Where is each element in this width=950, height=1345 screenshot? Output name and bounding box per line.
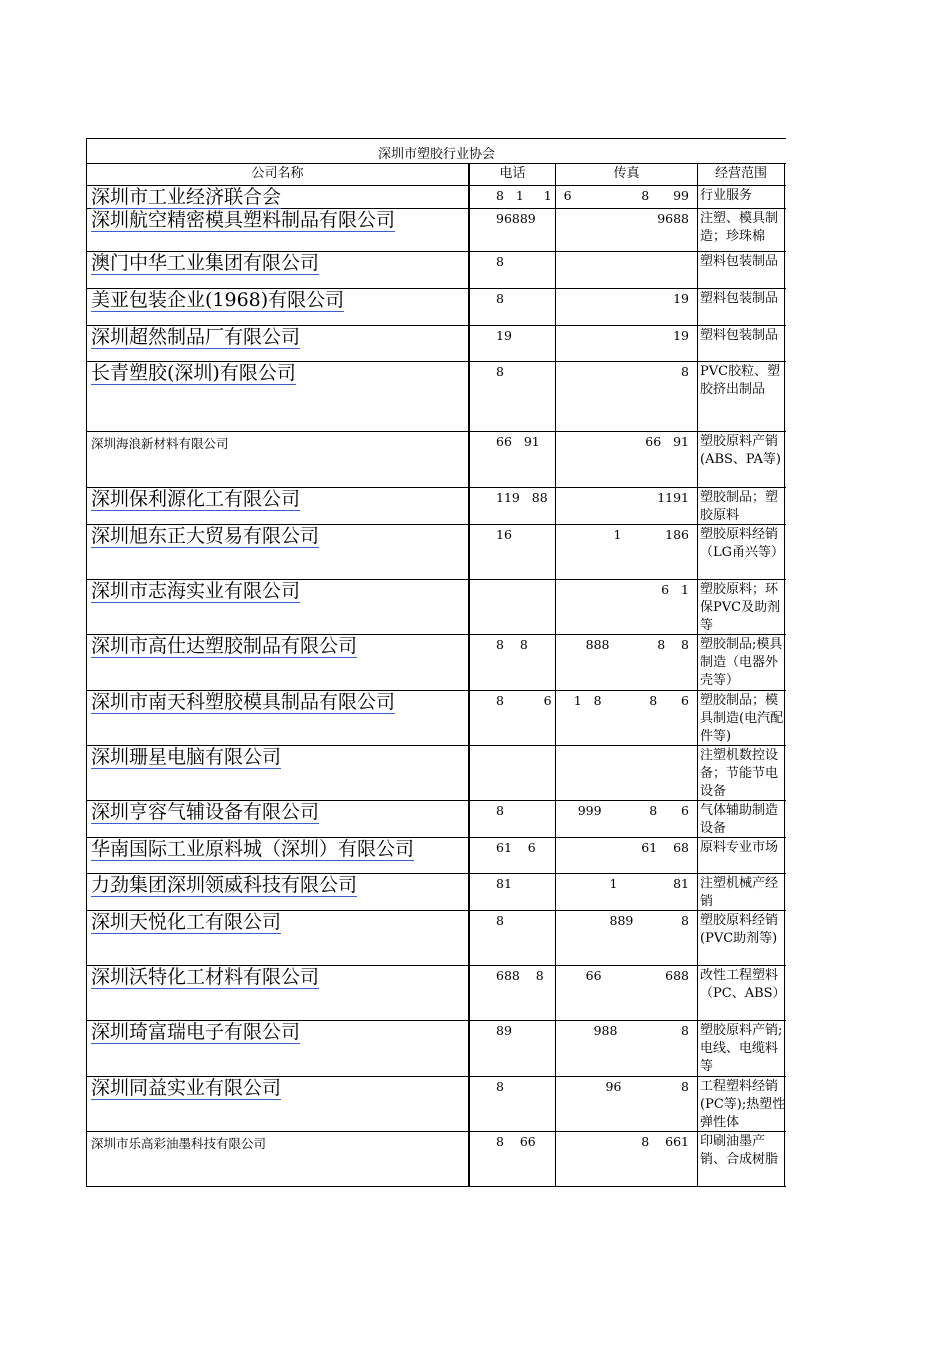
business-scope: 塑胶制品;模具制造（电器外壳等） xyxy=(700,637,783,688)
business-scope: 改性工程塑料（PC、ABS） xyxy=(700,968,786,1001)
tel-cell xyxy=(470,691,556,745)
business-scope: 注塑、模具制造；珍珠棉 xyxy=(700,211,779,244)
business-cell xyxy=(698,289,785,325)
company-name-link: 深圳海浪新材料有限公司 xyxy=(91,436,229,451)
tel-cell xyxy=(470,252,556,288)
table-row xyxy=(86,691,786,746)
business-scope: 工程塑料经销(PC等);热塑性弹性体 xyxy=(700,1079,786,1130)
business-scope: 气体辅助制造设备 xyxy=(700,803,779,836)
fax-cell xyxy=(556,746,698,800)
fax-value: 6 1 xyxy=(661,582,689,597)
business-cell xyxy=(698,186,785,208)
company-name-cell xyxy=(86,691,470,745)
tel-cell xyxy=(470,1021,556,1076)
tel-value: 8 8 xyxy=(496,637,528,652)
business-cell xyxy=(698,1021,785,1076)
business-scope: 塑料包装制品 xyxy=(700,291,779,306)
business-cell xyxy=(698,252,785,288)
fax-value: 19 xyxy=(673,328,689,343)
company-name-cell xyxy=(86,838,470,873)
company-name-link[interactable]: 深圳市志海实业有限公司 xyxy=(91,580,301,602)
tel-value: 89 xyxy=(496,1023,512,1038)
table-row xyxy=(86,838,786,874)
fax-cell xyxy=(556,635,698,690)
tel-value: 16 xyxy=(496,527,512,542)
company-name-cell xyxy=(86,874,470,910)
fax-cell xyxy=(556,209,698,251)
business-cell xyxy=(698,801,785,837)
business-scope: 塑胶原料；环保PVC及助剂等 xyxy=(700,582,781,633)
company-name-link[interactable]: 深圳市南天科塑胶模具制品有限公司 xyxy=(91,691,396,713)
fax-value: 889 8 xyxy=(609,913,689,928)
tel-cell xyxy=(470,362,556,431)
fax-value: 66 91 xyxy=(645,434,689,449)
company-name-cell xyxy=(86,1021,470,1076)
business-scope: 塑胶原料产销(ABS、PA等) xyxy=(700,434,781,467)
business-scope: 塑料包装制品 xyxy=(700,254,779,269)
tel-cell xyxy=(470,525,556,579)
business-cell xyxy=(698,488,785,524)
company-name-cell xyxy=(86,289,470,325)
tel-cell xyxy=(470,838,556,873)
company-name-link[interactable]: 深圳旭东正大贸易有限公司 xyxy=(91,525,320,547)
fax-cell xyxy=(556,874,698,910)
company-name-link[interactable]: 深圳沃特化工材料有限公司 xyxy=(91,966,320,988)
tel-cell xyxy=(470,289,556,325)
tel-value: 66 91 xyxy=(496,434,540,449)
tel-cell xyxy=(470,186,572,208)
fax-cell xyxy=(556,525,698,579)
fax-value: 988 8 xyxy=(593,1023,689,1038)
fax-cell xyxy=(556,1132,698,1186)
fax-value: 1 8 8 6 xyxy=(573,693,689,708)
table-row xyxy=(86,525,786,580)
fax-cell xyxy=(556,966,698,1020)
company-name-link[interactable]: 深圳同益实业有限公司 xyxy=(91,1077,282,1099)
tel-cell xyxy=(470,580,556,634)
fax-cell xyxy=(556,801,698,837)
tel-cell xyxy=(470,488,556,524)
business-scope: 原料专业市场 xyxy=(700,840,779,855)
business-cell xyxy=(698,635,785,690)
company-name-cell xyxy=(86,635,470,690)
tel-cell xyxy=(470,874,556,910)
tel-cell xyxy=(470,1077,556,1131)
table-row xyxy=(86,289,786,326)
business-cell xyxy=(698,209,785,251)
table-row xyxy=(86,209,786,252)
fax-cell xyxy=(556,432,698,487)
business-cell xyxy=(698,362,785,431)
company-name-link: 深圳市乐高彩油墨科技有限公司 xyxy=(91,1136,267,1151)
table-title-row xyxy=(86,138,786,164)
table-row xyxy=(86,966,786,1021)
tel-value: 8 xyxy=(496,1079,504,1094)
business-cell xyxy=(698,874,785,910)
business-scope: 塑胶制品；塑胶原料 xyxy=(700,490,779,523)
fax-value: 1 186 xyxy=(613,527,689,542)
business-scope: PVC胶粒、塑胶挤出制品 xyxy=(700,364,781,397)
business-scope: 注塑机数控设备；节能节电设备 xyxy=(700,748,779,799)
fax-value: 1 81 xyxy=(609,876,689,891)
tel-value: 8 xyxy=(496,291,504,306)
business-cell xyxy=(698,1132,785,1186)
table-row xyxy=(86,252,786,289)
fax-cell xyxy=(556,488,698,524)
tel-value: 8 xyxy=(496,803,504,818)
business-cell xyxy=(698,432,785,487)
company-name-cell xyxy=(86,966,470,1020)
fax-value: 96 8 xyxy=(605,1079,689,1094)
fax-value: 61 68 xyxy=(641,840,689,855)
fax-cell xyxy=(556,289,698,325)
tel-cell xyxy=(470,1132,556,1186)
company-name-link[interactable]: 深圳超然制品厂有限公司 xyxy=(91,326,301,348)
fax-value: 8 xyxy=(681,364,689,379)
table-body xyxy=(86,186,786,1187)
company-name-cell xyxy=(86,326,470,361)
company-name-cell xyxy=(86,1077,470,1131)
table-row xyxy=(86,488,786,525)
table-row xyxy=(86,580,786,635)
table-row xyxy=(86,326,786,362)
tel-cell xyxy=(470,326,556,361)
company-name-link[interactable]: 澳门中华工业集团有限公司 xyxy=(91,252,320,274)
business-cell xyxy=(698,746,785,800)
company-name-link[interactable]: 深圳保利源化工有限公司 xyxy=(91,488,301,510)
header-tel: 电话 xyxy=(470,164,556,185)
tel-cell xyxy=(470,432,556,487)
fax-value: 19 xyxy=(673,291,689,306)
business-cell xyxy=(698,966,785,1020)
tel-cell xyxy=(470,209,556,251)
business-scope: 塑胶原料产销;电线、电缆料等 xyxy=(700,1023,783,1074)
tel-value: 688 8 xyxy=(496,968,544,983)
table-row xyxy=(86,801,786,838)
fax-cell xyxy=(556,580,698,634)
business-scope: 塑料包装制品 xyxy=(700,328,779,343)
business-cell xyxy=(698,326,785,361)
header-company-name: 公司名称 xyxy=(86,164,470,185)
company-name-cell xyxy=(86,525,470,579)
business-scope: 印刷油墨产销、合成树脂 xyxy=(700,1134,779,1167)
fax-value: 8 99 xyxy=(641,188,689,203)
company-name-link[interactable]: 深圳珊星电脑有限公司 xyxy=(91,746,282,768)
table-row xyxy=(86,362,786,432)
business-scope: 注塑机械产经销 xyxy=(700,876,779,909)
business-cell xyxy=(698,838,785,873)
tel-value: 8 66 xyxy=(496,1134,536,1149)
company-name-cell xyxy=(86,746,470,800)
tel-cell xyxy=(470,801,556,837)
tel-cell xyxy=(470,911,556,965)
fax-value: 888 8 8 xyxy=(585,637,689,652)
company-name-cell xyxy=(86,209,470,251)
fax-value: 66 688 xyxy=(585,968,689,983)
tel-value: 8 xyxy=(496,913,504,928)
table-row xyxy=(86,1077,786,1132)
table-row xyxy=(86,874,786,911)
fax-cell xyxy=(556,691,698,745)
header-business: 经营范围 xyxy=(698,164,785,185)
header-row xyxy=(86,164,786,186)
table-row xyxy=(86,432,786,488)
company-name-link[interactable]: 深圳天悦化工有限公司 xyxy=(91,911,282,933)
company-name-link[interactable]: 美亚包装企业(1968)有限公司 xyxy=(91,289,345,311)
company-name-cell xyxy=(86,911,470,965)
company-name-cell xyxy=(86,580,470,634)
tel-value: 8 xyxy=(496,254,504,269)
fax-value: 1191 xyxy=(657,490,689,505)
company-name-link[interactable]: 深圳亨容气辅设备有限公司 xyxy=(91,801,320,823)
tel-cell xyxy=(470,635,556,690)
tel-value: 81 xyxy=(496,876,512,891)
table-row xyxy=(86,746,786,801)
tel-value: 19 xyxy=(496,328,512,343)
company-name-link[interactable]: 深圳市高仕达塑胶制品有限公司 xyxy=(91,635,358,657)
fax-value: 999 8 6 xyxy=(577,803,689,818)
tel-value: 119 88 xyxy=(496,490,548,505)
spreadsheet-table xyxy=(86,138,786,1187)
business-cell xyxy=(698,1077,785,1131)
table-row xyxy=(86,911,786,966)
business-scope: 塑胶原料经销（LG甬兴等） xyxy=(700,527,785,560)
fax-value: 9688 xyxy=(657,211,689,226)
company-name-cell xyxy=(86,252,470,288)
table-title: 深圳市塑胶行业协会 xyxy=(377,147,495,162)
table-row xyxy=(86,635,786,691)
company-name-link[interactable]: 华南国际工业原料城（深圳）有限公司 xyxy=(91,838,415,860)
business-scope: 塑胶制品；模具制造(电汽配件等) xyxy=(700,693,784,744)
fax-cell xyxy=(556,252,698,288)
company-name-cell xyxy=(86,432,470,487)
fax-cell xyxy=(556,1021,698,1076)
business-cell xyxy=(698,911,785,965)
company-name-link[interactable]: 长青塑胶(深圳)有限公司 xyxy=(91,362,296,384)
company-name-cell xyxy=(86,1132,470,1186)
fax-cell xyxy=(556,1077,698,1131)
company-name-link[interactable]: 深圳航空精密模具塑料制品有限公司 xyxy=(91,209,396,231)
fax-cell xyxy=(556,362,698,431)
tel-value: 8 xyxy=(496,364,504,379)
tel-value: 61 6 xyxy=(496,840,536,855)
fax-cell xyxy=(556,911,698,965)
company-name-link[interactable]: 力劲集团深圳领威科技有限公司 xyxy=(91,874,358,896)
table-row xyxy=(86,1021,786,1077)
company-name-link[interactable]: 深圳琦富瑞电子有限公司 xyxy=(91,1021,301,1043)
company-name-link[interactable]: 深圳市工业经济联合会 xyxy=(91,186,282,208)
company-name-cell xyxy=(86,186,470,208)
fax-cell xyxy=(556,326,698,361)
tel-value: 96889 xyxy=(496,211,536,226)
table-row xyxy=(86,186,786,209)
header-fax: 传真 xyxy=(556,164,698,185)
fax-cell xyxy=(556,838,698,873)
company-name-cell xyxy=(86,488,470,524)
business-scope: 塑胶原料经销(PVC助剂等) xyxy=(700,913,779,946)
company-name-cell xyxy=(86,362,470,431)
fax-value: 8 661 xyxy=(641,1134,689,1149)
business-cell xyxy=(698,525,785,579)
business-cell xyxy=(698,580,785,634)
company-name-cell xyxy=(86,801,470,837)
table-row xyxy=(86,1132,786,1187)
tel-cell xyxy=(470,966,556,1020)
fax-cell xyxy=(556,186,698,208)
business-cell xyxy=(698,691,785,745)
tel-value: 8 1 1 6 xyxy=(496,188,572,203)
tel-value: 8 6 xyxy=(496,693,552,708)
tel-cell xyxy=(470,746,556,800)
business-scope: 行业服务 xyxy=(700,188,753,203)
